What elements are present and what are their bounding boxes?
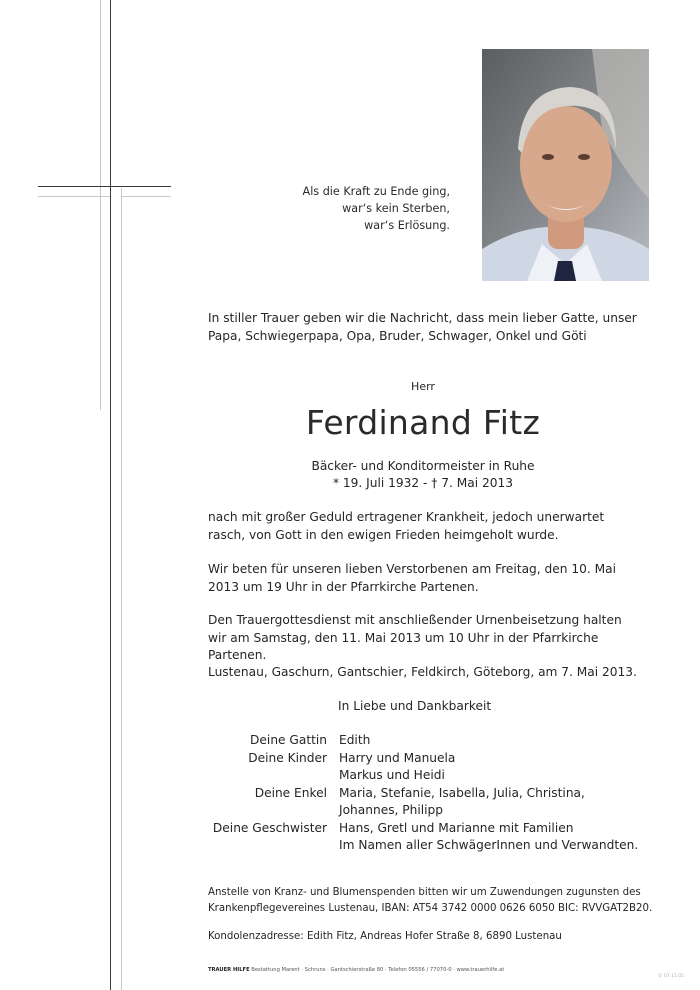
passing-paragraph: nach mit großer Geduld ertragener Krankheit, jedoch unerwartet rasch, von Gott in den ewigen Frieden heimgeholt wurde. — [208, 510, 605, 542]
deceased-name: Ferdinand Fitz — [305, 403, 541, 442]
cross-horizontal-shadow — [38, 196, 110, 197]
condolence-address: Kondolenzadresse: Edith Fitz, Andreas Hofer Straße 8, 6890 Lustenau — [208, 931, 562, 942]
cross-vertical-main — [110, 0, 111, 990]
family-row — [200, 767, 669, 785]
family-label: Deine Geschwister — [212, 820, 327, 835]
family-value: Edith — [339, 733, 371, 747]
corner-code: © 07.15.05 — [658, 974, 684, 979]
donation-note: Anstelle von Kranz- und Blumenspenden bitten wir um Zuwendungen zugunsten des Krankenpflegevereines Lustenau, IBAN: AT54 3742 0000 0626 6050 BIC: RVVGAT2B20. — [208, 887, 653, 914]
cross-vertical-shadow — [100, 0, 101, 410]
family-row — [200, 785, 669, 803]
family-row — [200, 732, 669, 750]
memorial-verse — [250, 183, 450, 234]
family-row — [200, 837, 669, 855]
prayer-paragraph: Wir beten für unseren lieben Verstorbenen am Freitag, den 10. Mai 2013 um 19 Uhr in der Pfarrkirche Partenen. — [208, 562, 617, 594]
family-value: Hans, Gretl und Marianne mit Familien — [339, 820, 574, 835]
family-label — [200, 837, 339, 855]
place-date: Lustenau, Gaschurn, Gantschier, Feldkirch, Göteborg, am 7. Mai 2013. — [208, 665, 637, 679]
family-value: Harry und Manuela — [339, 750, 456, 765]
family-row — [200, 750, 669, 768]
profession: Bäcker- und Konditormeister in Ruhe — [311, 459, 535, 473]
verse-line-2: war‘s kein Sterben, — [342, 202, 450, 215]
family-list — [200, 732, 669, 855]
family-label — [200, 767, 339, 785]
verse-line-3: war‘s Erlösung. — [364, 219, 450, 232]
cross-horizontal-main — [38, 186, 171, 187]
footer-text: Bestattung Marent · Schruns · Gantschierstraße 80 · Telefon 05556 / 77070-0 · www.trauerhilfe.at — [251, 967, 505, 973]
footer — [208, 966, 504, 974]
family-row — [200, 802, 669, 820]
portrait-photo — [482, 49, 649, 281]
cross-horizontal-shadow-2 — [121, 196, 171, 197]
cross-vertical-shadow-2 — [121, 188, 122, 990]
intro-paragraph: In stiller Trauer geben wir die Nachricht, dass mein lieber Gatte, unser Papa, Schwiegerpapa, Opa, Bruder, Schwager, Onkel und Göti — [208, 311, 637, 343]
footer-brand: TRAUER HILFE — [208, 967, 250, 973]
family-label — [200, 802, 339, 820]
family-row — [200, 820, 669, 838]
family-value: Im Namen aller SchwägerInnen und Verwandten. — [339, 838, 639, 852]
family-label: Deine Gattin — [250, 733, 327, 747]
family-value: Maria, Stefanie, Isabella, Julia, Christina, — [339, 785, 585, 800]
life-dates: * 19. Juli 1932 - † 7. Mai 2013 — [332, 476, 514, 490]
family-label: Deine Enkel — [254, 785, 327, 800]
service-paragraph: Den Trauergottesdienst mit anschließender Urnenbeisetzung halten wir am Samstag, den 11. Mai 2013 um 10 Uhr in der Pfarrkirche Partenen. — [208, 613, 622, 662]
salutation: Herr — [411, 380, 435, 393]
family-value: Johannes, Philipp — [339, 803, 443, 817]
family-value: Markus und Heidi — [339, 768, 445, 782]
verse-line-1: Als die Kraft zu Ende ging, — [302, 185, 450, 198]
closing-phrase: In Liebe und Dankbarkeit — [338, 699, 492, 713]
family-label: Deine Kinder — [248, 750, 327, 765]
